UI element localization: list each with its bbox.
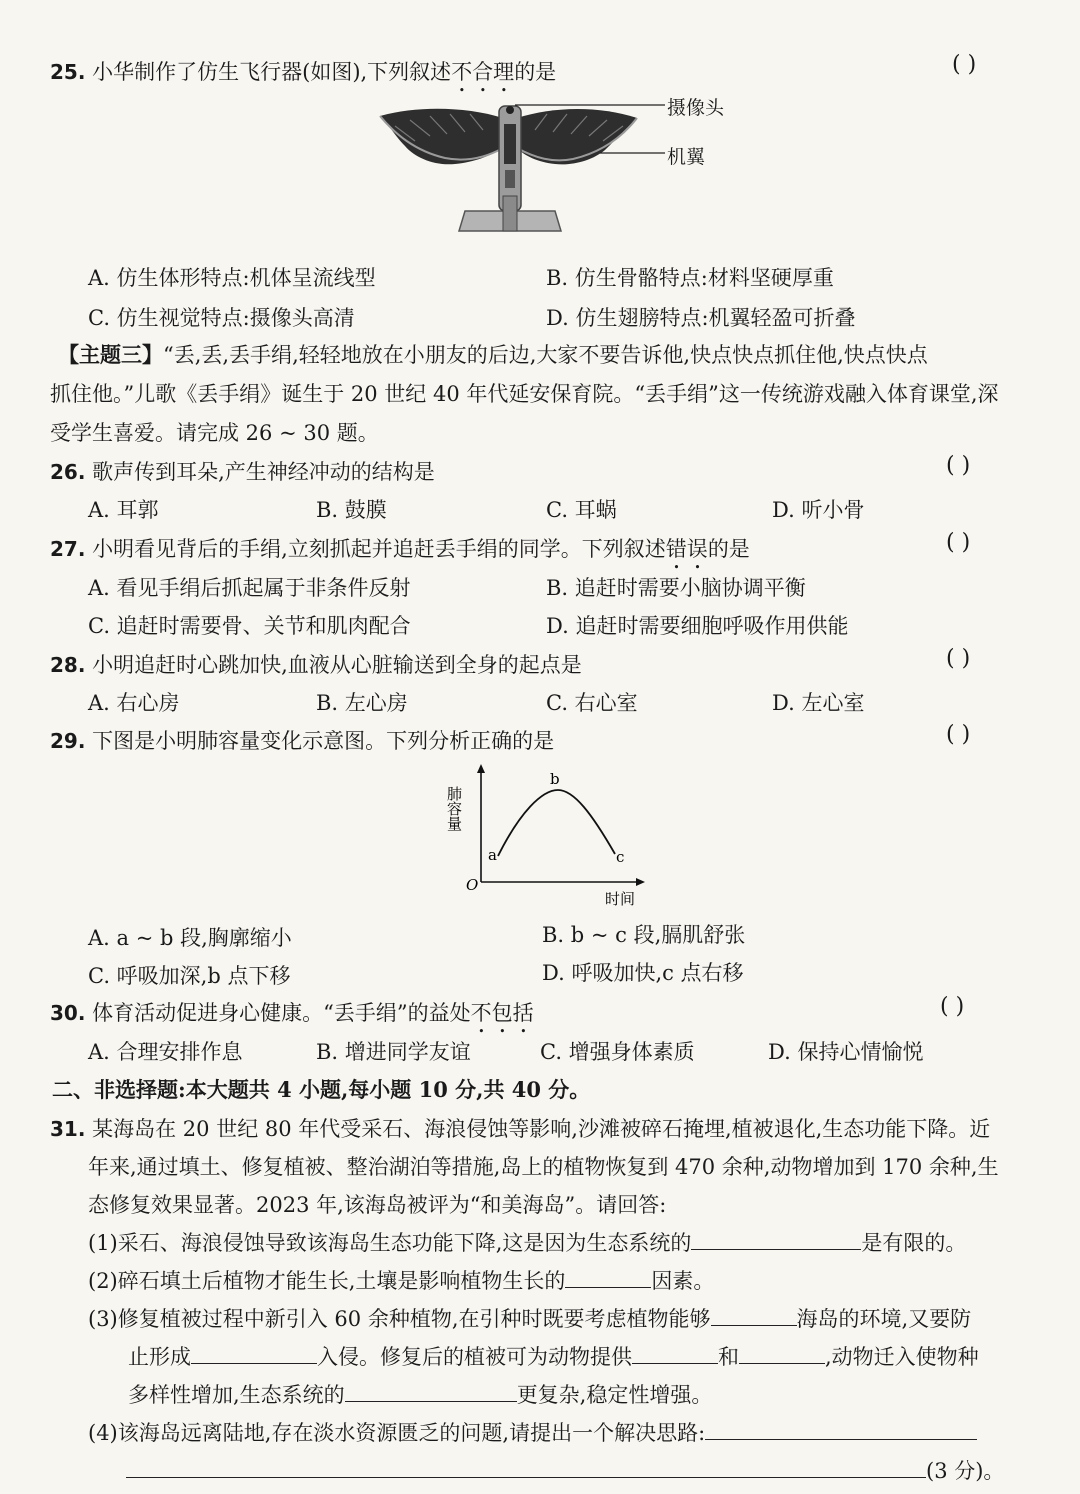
q28-stem — [50, 649, 582, 679]
q31-part4-score: (3 分)。 — [926, 1459, 1005, 1483]
q25-option-d[interactable]: D. 仿生翅膀特点:机翼轻盈可折叠 — [546, 306, 856, 330]
q26-answer-paren[interactable]: ( ) — [946, 453, 971, 478]
q31-part2 — [88, 1265, 714, 1295]
q26-stem — [50, 456, 435, 486]
q27-option-c[interactable]: C. 追赶时需要骨、关节和肌肉配合 — [88, 614, 411, 638]
y-axis-arrow — [477, 764, 485, 773]
q27-option-b[interactable]: B. 追赶时需要小脑协调平衡 — [546, 576, 806, 600]
theme3-tag: 【主题三】 — [58, 342, 163, 367]
q30-option-a[interactable]: A. 合理安排作息 — [88, 1040, 243, 1064]
q31-blank3[interactable] — [711, 1303, 797, 1326]
q31-blank6[interactable] — [739, 1341, 825, 1364]
graph-xlabel: 时间 — [605, 890, 636, 908]
q26-option-d[interactable]: D. 听小骨 — [772, 498, 865, 522]
q28-answer-paren[interactable]: ( ) — [946, 646, 971, 671]
q26-text: 歌声传到耳朵,产生神经冲动的结构是 — [92, 460, 435, 484]
q31-part3-text-c: 止形成 — [128, 1345, 191, 1369]
graph-origin: O — [466, 876, 479, 894]
q29-answer-paren[interactable]: ( ) — [946, 722, 971, 747]
q31-part3-text-b: 海岛的环境,又要防 — [796, 1307, 972, 1331]
q30-emphasis: 不包括 — [470, 1001, 534, 1025]
q29-option-a[interactable]: A. a ~ b 段,胸廓缩小 — [88, 926, 292, 950]
q26-number: 26. — [50, 460, 86, 484]
q25-number: 25. — [50, 60, 86, 84]
theme3-line2: 抓住他。”儿歌《丢手绢》诞生于 20 世纪 40 年代延安保育院。“丢手绢”这一传统游戏融入体育课堂,深 — [50, 382, 999, 406]
q28-number: 28. — [50, 653, 86, 677]
q31-part3-text-e: 和 — [718, 1345, 739, 1369]
section2-title: 二、非选择题: — [52, 1077, 186, 1102]
q31-blank1[interactable] — [691, 1227, 861, 1250]
q28-option-c[interactable]: C. 右心室 — [546, 691, 638, 715]
q25-stem — [50, 56, 556, 97]
graph-ylabel: 肺容量 — [445, 786, 463, 831]
q29-option-b[interactable]: B. b ~ c 段,膈肌舒张 — [542, 923, 746, 947]
q31-part1-end: 是有限的。 — [861, 1231, 967, 1255]
q30-number: 30. — [50, 1001, 86, 1025]
q26-option-b[interactable]: B. 鼓膜 — [316, 498, 387, 522]
q27-number: 27. — [50, 537, 86, 561]
q31-blank8[interactable] — [705, 1417, 977, 1440]
q27-option-d[interactable]: D. 追赶时需要细胞呼吸作用供能 — [546, 614, 849, 638]
q28-option-b[interactable]: B. 左心房 — [316, 691, 408, 715]
q28-option-d[interactable]: D. 左心室 — [772, 691, 865, 715]
theme3-line3: 受学生喜爱。请完成 26 ~ 30 题。 — [50, 421, 379, 445]
q30-text: 体育活动促进身心健康。“丢手绢”的益处 — [92, 1001, 471, 1025]
q31-part2-end: 因素。 — [651, 1269, 715, 1293]
section2-heading — [52, 1074, 590, 1104]
q31-part1-text: (1)采石、海浪侵蚀导致该海岛生态功能下降,这是因为生态系统的 — [88, 1231, 692, 1255]
graph-point-b: b — [550, 770, 560, 788]
theme3-text1: “丢,丢,丢手绢,轻轻地放在小朋友的后边,大家不要告诉他,快点快点抓住他,快点快点 — [163, 343, 928, 367]
q30-option-d[interactable]: D. 保持心情愉悦 — [768, 1040, 924, 1064]
q31-line1 — [50, 1113, 990, 1143]
q25-option-b[interactable]: B. 仿生骨骼特点:材料坚硬厚重 — [546, 266, 834, 290]
q29-stem — [50, 725, 554, 755]
q27-emphasis: 错误 — [665, 537, 708, 561]
q31-number: 31. — [50, 1117, 86, 1141]
q26-option-a[interactable]: A. 耳郭 — [88, 498, 159, 522]
q31-part1 — [88, 1227, 966, 1257]
q25-text: 小华制作了仿生飞行器(如图),下列叙述 — [92, 60, 452, 84]
q25-emphasis: 不合理 — [451, 60, 515, 84]
graph-point-a: a — [488, 846, 497, 864]
q30-option-b[interactable]: B. 增进同学友谊 — [316, 1040, 471, 1064]
q25-option-c[interactable]: C. 仿生视觉特点:摄像头高清 — [88, 306, 355, 330]
q31-line2: 年来,通过填土、修复植被、整治湖泊等措施,岛上的植物恢复到 470 余种,动物增加到 170 余种,生 — [88, 1155, 999, 1179]
q30-stem — [50, 997, 534, 1038]
wing-label: 机翼 — [667, 146, 706, 168]
q27-text: 小明看见背后的手绢,立刻抓起并追赶丢手绢的同学。下列叙述 — [92, 537, 666, 561]
q31-part4-text: (4)该海岛远离陆地,存在淡水资源匮乏的问题,请提出一个解决思路: — [88, 1421, 706, 1445]
q31-part2-text: (2)碎石填土后植物才能生长,土壤是影响植物生长的 — [88, 1269, 566, 1293]
q25-option-a[interactable]: A. 仿生体形特点:机体呈流线型 — [88, 266, 376, 290]
q31-blank9[interactable] — [126, 1455, 926, 1478]
q27-text-end: 的是 — [707, 537, 750, 561]
q31-line3: 态修复效果显著。2023 年,该海岛被评为“和美海岛”。请回答: — [88, 1193, 667, 1217]
q31-blank7[interactable] — [345, 1379, 517, 1402]
q31-part3-line3 — [128, 1379, 712, 1409]
q27-answer-paren[interactable]: ( ) — [946, 530, 971, 555]
q31-part3-line2 — [128, 1341, 979, 1371]
graph-point-c: c — [616, 848, 625, 866]
q31-part3-text-g: 多样性增加,生态系统的 — [128, 1383, 345, 1407]
q31-part3-text-a: (3)修复植被过程中新引入 60 余种植物,在引种时既要考虑植物能够 — [88, 1307, 711, 1331]
q27-option-a[interactable]: A. 看见手绢后抓起属于非条件反射 — [88, 576, 411, 600]
lung-capacity-graph — [445, 762, 660, 910]
q31-text1: 某海岛在 20 世纪 80 年代受采石、海浪侵蚀等影响,沙滩被碎石掩埋,植被退化,生态功能下降。近 — [92, 1117, 991, 1141]
q30-option-c[interactable]: C. 增强身体素质 — [540, 1040, 695, 1064]
section2-desc: 本大题共 4 小题,每小题 10 分,共 40 分。 — [185, 1077, 591, 1102]
q25-text-end: 的是 — [514, 60, 557, 84]
q31-part3-text-f: ,动物迁入使物种 — [825, 1345, 979, 1369]
q26-option-c[interactable]: C. 耳蜗 — [546, 498, 617, 522]
theme3-line1 — [58, 339, 928, 369]
q31-blank5[interactable] — [632, 1341, 718, 1364]
q31-part4-line2 — [126, 1455, 1004, 1485]
camera-label: 摄像头 — [667, 97, 725, 119]
x-axis-arrow — [636, 878, 645, 886]
q31-part4 — [88, 1417, 977, 1447]
q28-option-a[interactable]: A. 右心房 — [88, 691, 180, 715]
q31-part3-line1 — [88, 1303, 971, 1333]
q29-text: 下图是小明肺容量变化示意图。下列分析正确的是 — [92, 729, 555, 753]
q31-blank4[interactable] — [191, 1341, 317, 1364]
q29-number: 29. — [50, 729, 86, 753]
q29-option-d[interactable]: D. 呼吸加快,c 点右移 — [542, 961, 744, 985]
q28-text: 小明追赶时心跳加快,血液从心脏输送到全身的起点是 — [92, 653, 582, 677]
q31-part3-text-h: 更复杂,稳定性增强。 — [516, 1383, 713, 1407]
q31-blank2[interactable] — [565, 1265, 651, 1288]
q25-answer-paren[interactable]: ( ) — [952, 52, 977, 77]
q27-stem — [50, 533, 750, 574]
q29-option-c[interactable]: C. 呼吸加深,b 点下移 — [88, 964, 291, 988]
q30-answer-paren[interactable]: ( ) — [940, 994, 965, 1019]
lung-curve — [498, 790, 615, 856]
q31-part3-text-d: 入侵。修复后的植被可为动物提供 — [317, 1345, 632, 1369]
